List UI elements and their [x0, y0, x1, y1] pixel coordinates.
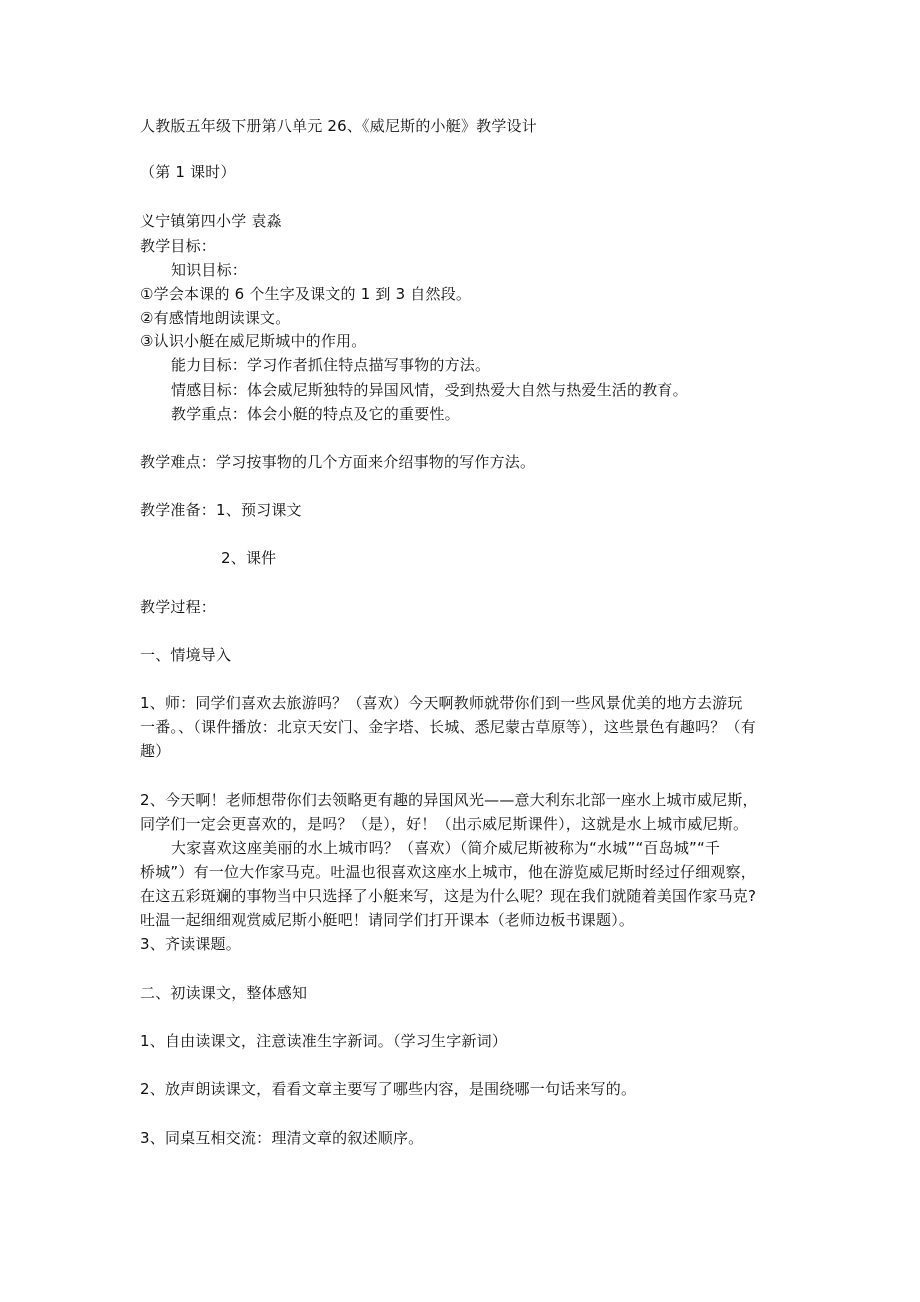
paragraph-line: 2、今天啊！老师想带你们去领略更有趣的异国风光——意大利东北部一座水上城市威尼斯， [140, 791, 758, 809]
knowledge-heading: 知识目标： [171, 261, 248, 279]
objective-item: ③认识小艇在威尼斯城中的作用。 [140, 332, 367, 350]
paragraph-line: 趣） [140, 742, 171, 760]
paragraph-line: 吐温一起细细观赏威尼斯小艇吧！请同学们打开课本（老师边板书课题）。 [140, 911, 635, 929]
document-title: 人教版五年级下册第八单元 26、《威尼斯的小艇》教学设计 [140, 117, 537, 135]
emotion-objective: 情感目标：体会威尼斯独特的异国风情，受到热爱大自然与热爱生活的教育。 [171, 381, 688, 399]
paragraph-line: 同学们一定会更喜欢的，是吗？（是），好！（出示威尼斯课件），这就是水上城市威尼斯。 [140, 815, 749, 833]
difficulty-line: 教学难点：学习按事物的几个方面来介绍事物的写作方法。 [140, 453, 536, 471]
paragraph-line: 桥城”）有一位大作家马克。吐温也很喜欢这座水上城市，他在游览威尼斯时经过仔细观察， [140, 863, 756, 881]
objective-item: ②有感情地朗读课文。 [140, 309, 291, 327]
paragraph-line: 3、齐读课题。 [140, 935, 241, 953]
section-heading: 二、初读课文，整体感知 [140, 984, 308, 1002]
objectives-heading: 教学目标： [140, 237, 217, 255]
paragraph-line: 1、师：同学们喜欢去旅游吗？（喜欢）今天啊教师就带你们到一些风景优美的地方去游玩 [140, 694, 743, 712]
lesson-label: （第 1 课时） [140, 163, 236, 181]
paragraph-line: 2、放声朗读课文，看看文章主要写了哪些内容，是围绕哪一句话来写的。 [140, 1080, 637, 1098]
paragraph-line: 在这五彩斑斓的事物当中只选择了小艇来写，这是为什么呢？现在我们就随着美国作家马克? [140, 887, 757, 905]
ability-objective: 能力目标：学习作者抓住特点描写事物的方法。 [171, 356, 491, 374]
author-line: 义宁镇第四小学 袁淼 [140, 212, 282, 230]
process-heading: 教学过程： [140, 598, 217, 616]
preparation-line-2: 2、课件 [221, 549, 277, 567]
paragraph-line: 大家喜欢这座美丽的水上城市吗？（喜欢）（简介威尼斯被称为“水城”“百岛城”“千 [171, 839, 721, 857]
paragraph-line: 3、同桌互相交流：理清文章的叙述顺序。 [140, 1129, 424, 1147]
paragraph-line: 一番。、（课件播放：北京天安门、金字塔、长城、悉尼蒙古草原等），这些景色有趣吗？（有 [140, 718, 756, 736]
section-heading: 一、情境导入 [140, 646, 232, 664]
objective-item: ①学会本课的 6 个生字及课文的 1 到 3 自然段。 [140, 285, 472, 303]
paragraph-line: 1、自由读课文，注意读准生字新词。（学习生字新词） [140, 1032, 508, 1050]
preparation-line-1: 教学准备：1、预习课文 [140, 501, 302, 519]
key-point: 教学重点：体会小艇的特点及它的重要性。 [171, 405, 460, 423]
